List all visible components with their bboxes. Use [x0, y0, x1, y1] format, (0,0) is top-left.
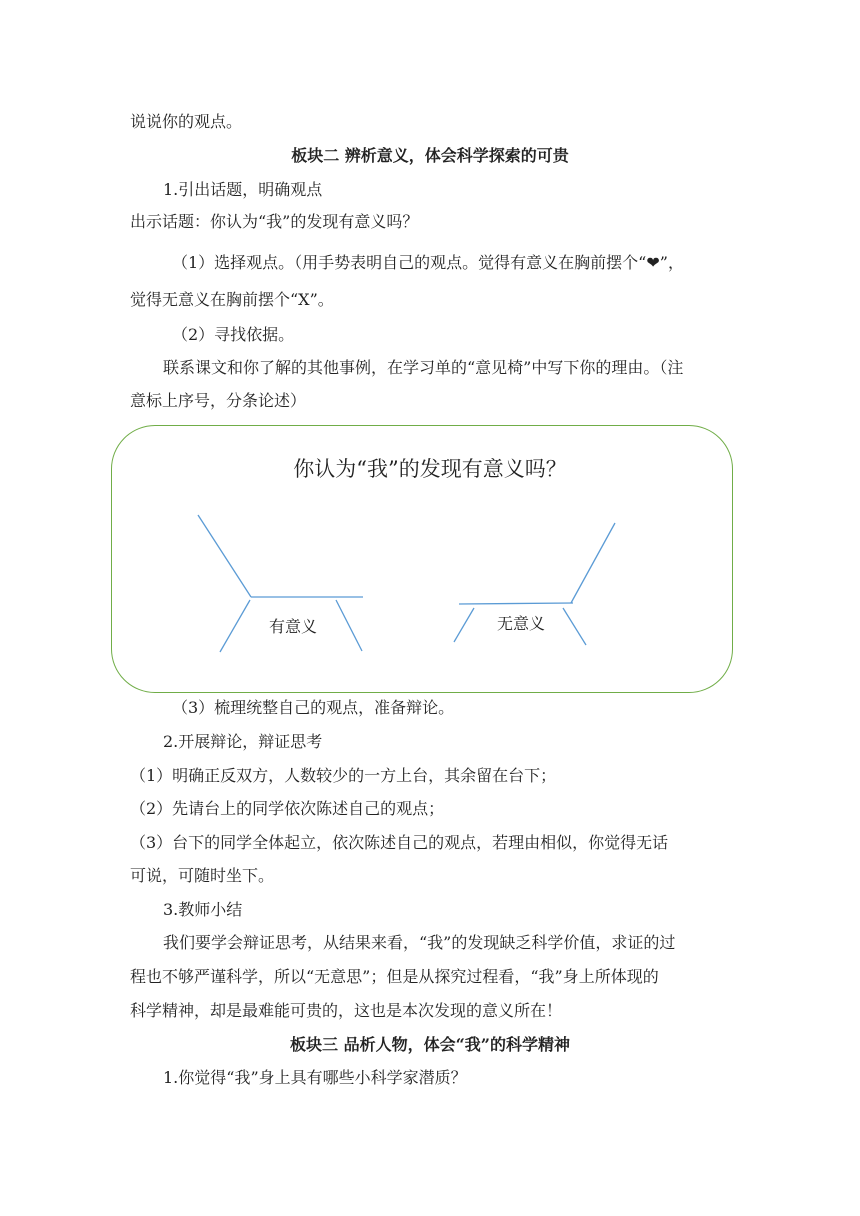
subheading-3: 3.教师小结: [163, 900, 243, 919]
text-line: （1）选择观点。（用手势表明自己的观点。觉得有意义在胸前摆个“❤”，: [172, 253, 684, 272]
text-line: 出示话题：你认为“我”的发现有意义吗？: [130, 212, 419, 231]
text-line: 我们要学会辩证思考，从结果来看，“我”的发现缺乏科学价值，求证的过: [163, 933, 676, 952]
text-line: （2）寻找依据。: [172, 325, 295, 344]
text-line: 科学精神，却是最难能可贵的，这也是本次发现的意义所在！: [130, 1001, 563, 1020]
section-heading-2: 板块二 辨析意义，体会科学探索的可贵: [291, 146, 569, 165]
diagram-question: 你认为“我”的发现有意义吗？: [293, 457, 567, 481]
text-line: 觉得无意义在胸前摆个“X”。: [130, 290, 334, 309]
text-line: 可说，可随时坐下。: [130, 866, 275, 885]
text-line: 意标上序号，分条论述）: [130, 391, 307, 410]
text-line: （3）梳理统整自己的观点，准备辩论。: [172, 698, 455, 717]
text-line: （3）台下的同学全体起立，依次陈述自己的观点，若理由相似，你觉得无话: [130, 833, 669, 852]
text-line: 说说你的观点。: [130, 112, 243, 131]
section-heading-3: 板块三 品析人物，体会“我”的科学精神: [290, 1035, 570, 1054]
subheading-1: 1.引出话题，明确观点: [163, 180, 323, 199]
meaningless-label: 无意义: [497, 614, 546, 633]
subheading-2: 2.开展辩论，辩证思考: [163, 732, 323, 751]
meaningful-label: 有意义: [269, 617, 318, 636]
text-line: （2）先请台上的同学依次陈述自己的观点；: [130, 799, 445, 818]
text-line: 1.你觉得“我”身上具有哪些小科学家潜质？: [163, 1068, 467, 1087]
text-line: 程也不够严谨科学，所以“无意思”；但是从探究过程看，“我”身上所体现的: [130, 967, 659, 986]
text-line: 联系课文和你了解的其他事例，在学习单的“意见椅”中写下你的理由。（注: [163, 358, 684, 377]
text-line: （1）明确正反双方，人数较少的一方上台，其余留在台下；: [130, 766, 557, 785]
